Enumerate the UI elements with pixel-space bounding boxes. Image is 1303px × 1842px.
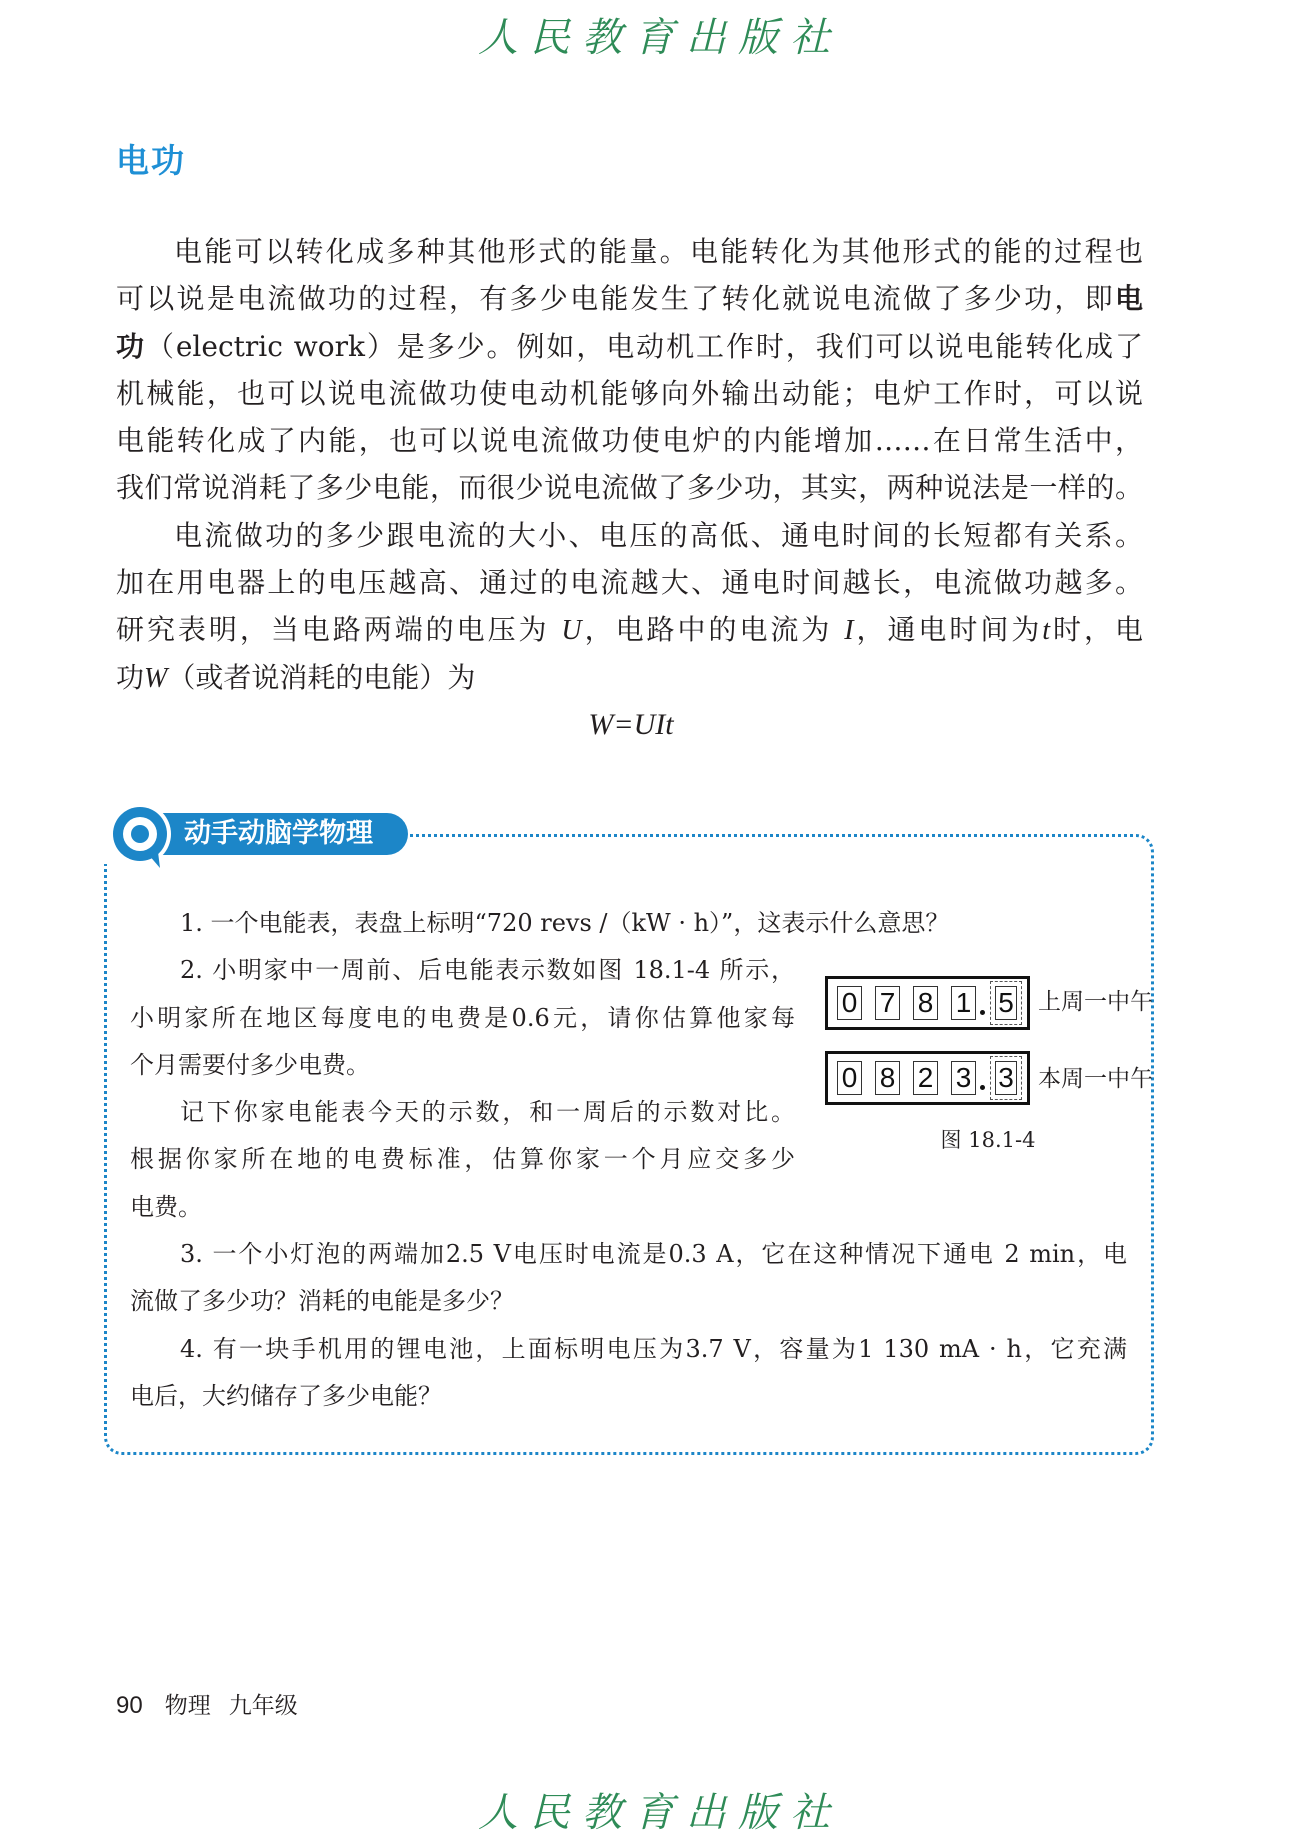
publisher-logo-top: 人民教育出版社 (478, 15, 842, 61)
question-line: 3. 一个小灯泡的两端加2.5 V电压时电流是0.3 A，它在这种情况下通电 2 min，电 (180, 1240, 1127, 1269)
body-line: 我们常说消耗了多少电能，而很少说电流做了多少功，其实，两种说法是一样的。 (116, 471, 1143, 505)
body-line-text: 功 (116, 660, 145, 694)
section-title: 电功 (116, 141, 186, 180)
grade-name: 九年级 (228, 1693, 298, 1719)
meter-digit: 8 (913, 986, 938, 1020)
body-line-text: （或者说消耗的电能）为 (167, 660, 476, 694)
meter-decimal-frame (990, 981, 1022, 1025)
meter-label-this-week: 本周一中午 (1038, 1066, 1153, 1092)
decimal-point (980, 1010, 985, 1015)
body-line (116, 323, 1143, 370)
variable-current: I (844, 615, 854, 647)
meter-digit: 0 (837, 1061, 862, 1095)
question-line: 电后，大约储存了多少电能？ (130, 1381, 442, 1410)
page-number: 90 (116, 1692, 143, 1719)
body-line-text: 可以说是电流做功的过程，有多少电能发生了转化就说电流做了多少功，即 (116, 282, 1115, 316)
meter-digit: 0 (837, 986, 862, 1020)
variable-work: W (144, 662, 168, 694)
body-line-text: （electric work）是多少。例如，电动机工作时，我们可以说电能转化成了 (145, 329, 1143, 363)
variable-time: t (1042, 615, 1051, 647)
body-line-text: 时，电 (1050, 613, 1143, 647)
body-line-text: ，通电时间为 (853, 613, 1043, 647)
meter-display-last-week (825, 976, 1030, 1030)
question-line: 4. 有一块手机用的锂电池，上面标明电压为3.7 V，容量为1 130 mA · h，它充满 (180, 1334, 1127, 1363)
page-footer (116, 1692, 298, 1720)
meter-decimal-digit: 3 (995, 1061, 1017, 1095)
body-line-text: 研究表明，当电路两端的电压为 (116, 613, 562, 647)
meter-digit: 3 (951, 1061, 976, 1095)
body-line (116, 654, 1143, 701)
formula: W=UIt (588, 708, 674, 741)
body-line: 电流做功的多少跟电流的大小、电压的高低、通电时间的长短都有关系。 (174, 518, 1143, 552)
meter-digit: 1 (951, 986, 976, 1020)
meter-digit: 2 (913, 1061, 938, 1095)
question-line: 2. 小明家中一周前、后电能表示数如图 18.1-4 所示， (180, 956, 795, 985)
key-term: 电 (1114, 282, 1143, 316)
subject-name: 物理 (164, 1693, 211, 1719)
activity-title: 动手动脑学物理 (150, 813, 408, 855)
meter-digit: 7 (875, 986, 900, 1020)
body-text (116, 228, 1143, 701)
meter-decimal-digit: 5 (995, 986, 1017, 1020)
body-line: 机械能，也可以说电流做功使电动机能够向外输出动能；电炉工作时，可以说 (116, 376, 1143, 410)
question-line: 1. 一个电能表，表盘上标明“720 revs /（kW · h）”，这表示什么意思？ (180, 909, 950, 937)
meter-digit: 8 (875, 1061, 900, 1095)
question-line: 根据你家所在地的电费标准，估算你家一个月应交多少 (130, 1145, 795, 1174)
meter-label-last-week: 上周一中午 (1038, 989, 1153, 1015)
body-line: 电能可以转化成多种其他形式的能量。电能转化为其他形式的能的过程也 (174, 235, 1143, 268)
question-line: 电费。 (130, 1192, 202, 1221)
variable-voltage: U (561, 615, 582, 647)
publisher-logo-bottom: 人民教育出版社 (478, 1790, 842, 1836)
question-line: 流做了多少功？消耗的电能是多少？ (130, 1287, 514, 1316)
activity-badge-icon (108, 802, 172, 870)
figure-caption: 图 18.1-4 (940, 1128, 1036, 1152)
body-line: 加在用电器上的电压越高、通过的电流越大、通电时间越长，电流做功越多。 (116, 566, 1143, 600)
question-line: 小明家所在地区每度电的电费是0.6元，请你估算他家每 (130, 1003, 795, 1032)
body-line: 电能转化成了内能，也可以说电流做功使电炉的内能增加……在日常生活中， (116, 424, 1143, 458)
question-line: 记下你家电能表今天的示数，和一周后的示数对比。 (180, 1098, 795, 1127)
decimal-point (980, 1085, 985, 1090)
meter-decimal-frame (990, 1056, 1022, 1100)
body-line (116, 606, 1143, 653)
question-line: 个月需要付多少电费。 (130, 1050, 370, 1079)
body-line (116, 275, 1143, 322)
key-term: 功 (116, 329, 146, 363)
body-line-text: ，电路中的电流为 (581, 613, 845, 647)
meter-display-this-week (825, 1051, 1030, 1105)
